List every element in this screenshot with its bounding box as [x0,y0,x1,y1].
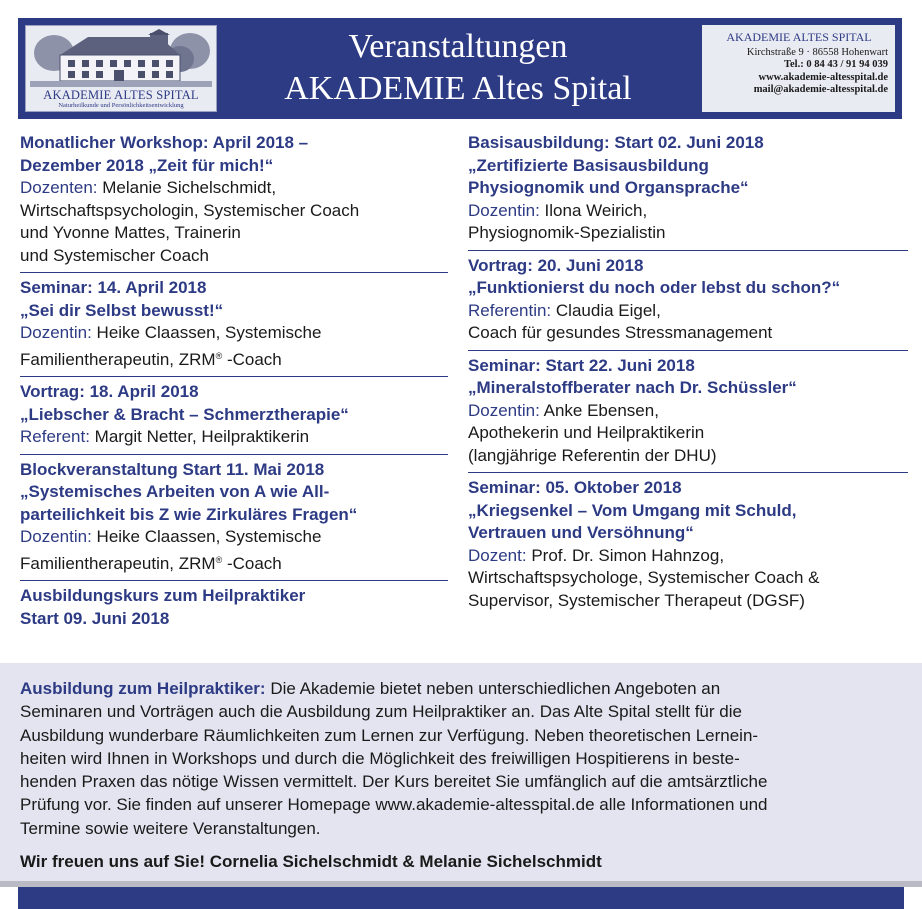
event-kriegsenkel [468,477,908,612]
logo-tagline: Naturheilkunde und Persönlichkeitsentwicklung [58,102,184,109]
info-line: heiten wird Ihnen in Workshops und durch die Möglichkeit des freiwilligen Hospitierens in beste- [20,748,740,768]
page-title-line2: AKADEMIE Altes Spital [284,70,632,107]
page-title-line1: Veranstaltungen [348,28,568,65]
lecturer-name: Heike Claassen, Systemische [91,323,322,342]
event-title-line: Seminar: 14. April 2018 [20,278,207,297]
lecturer-name: Heike Claassen, Systemische [91,527,322,546]
event-title-line: Dezember 2018 „Zeit für mich!“ [20,155,274,175]
event-title-line: parteilichkeit bis Z wie Zirkuläres Fragen“ [20,504,358,524]
divider [468,472,908,473]
event-title-line: Start 09. Juni 2018 [20,608,170,628]
event-title-line: „Sei dir Selbst bewusst!“ [20,300,224,320]
event-lecturer [468,300,908,323]
events-right-column [468,132,908,622]
info-line: Seminaren und Vorträgen auch die Ausbildung zum Heilpraktiker an. Das Alte Spital stellt für die [20,702,742,722]
lecturer-role: Dozentin: [468,400,540,420]
event-detail-line: und Systemischer Coach [20,245,209,265]
lecturer-role: Dozent: [468,545,527,565]
event-title-line: Vortrag: 20. Juni 2018 [468,255,644,275]
lecturer-role: Dozentin: [20,323,92,342]
event-title-line: „Systemisches Arbeiten von A wie All- [20,482,330,501]
event-detail-line: und Yvonne Mattes, Trainerin [20,223,241,242]
event-workshop-zeit-fuer-mich [20,132,448,267]
event-title-line: Seminar: 05. Oktober 2018 [468,478,682,497]
event-blockveranstaltung [20,459,448,576]
registered-mark: ® [215,350,223,361]
event-title-line: „Liebscher & Bracht – Schmerztherapie“ [20,404,349,424]
event-title-line: Vertrauen und Versöhnung“ [468,523,694,542]
event-detail-line: (langjährige Referentin der DHU) [468,445,717,465]
event-lecturer [20,426,448,449]
event-title-line: Basisausbildung: Start 02. Juni 2018 [468,133,764,152]
event-detail-line: Physiognomik-Spezialistin [468,223,666,242]
event-lecturer [468,400,908,423]
info-line: Termine sowie weitere Veranstaltungen. [20,818,321,838]
info-panel [0,663,922,881]
contact-web[interactable]: www.akademie-altesspital.de [758,71,888,83]
divider [20,376,448,377]
info-lead: Ausbildung zum Heilpraktiker: [20,679,266,698]
event-detail-line: Wirtschaftspsychologe, Systemischer Coach & [468,568,820,587]
divider [468,350,908,351]
divider [20,272,448,273]
lecturer-name: Prof. Dr. Simon Hahnzog, [526,545,725,565]
event-lecturer [20,526,448,549]
event-detail-line: Familientherapeutin, ZRM® -Coach [20,349,282,369]
lecturer-role: Referentin: [468,300,552,320]
event-detail-line: Familientherapeutin, ZRM® -Coach [20,553,282,573]
lecturer-role: Dozentin: [20,527,92,546]
event-vortrag-schmerztherapie [20,381,448,449]
header-banner [18,18,902,119]
event-title-line: „Mineralstoffberater nach Dr. Schüssler“ [468,378,797,397]
lecturer-name: Margit Netter, Heilpraktikerin [89,427,310,446]
event-ausbildungskurs [20,585,448,630]
event-title-line: Seminar: Start 22. Juni 2018 [468,355,695,375]
closing-signature: Wir freuen uns auf Sie! Cornelia Sichelschmidt & Melanie Sichelschmidt [20,852,602,872]
event-title-line: „Zertifizierte Basisausbildung [468,155,709,175]
event-title-line: Monatlicher Workshop: April 2018 – [20,133,309,152]
academy-logo [25,25,217,112]
event-detail-line: Coach für gesundes Stressmanagement [468,323,773,342]
info-line: Prüfung vor. Sie finden auf unserer Homepage www.akademie-altesspital.de alle Informationen und [20,795,768,815]
divider [468,250,908,251]
lecturer-role: Dozentin: [468,200,540,220]
registered-mark: ® [215,554,223,565]
event-detail-line: Supervisor, Systemischer Therapeut (DGSF) [468,590,805,610]
lecturer-role: Dozenten: [20,178,98,197]
contact-name: AKADEMIE ALTES SPITAL [726,30,872,44]
event-lecturer [20,177,448,200]
event-detail-line: Apothekerin und Heilpraktikerin [468,423,705,442]
event-title-line: „Kriegsenkel – Vom Umgang mit Schuld, [468,500,797,520]
info-line: Ausbildung wunderbare Räumlichkeiten zum Lernen zur Verfügung. Neben theoretischen Lernein- [20,725,759,745]
lecturer-name: Claudia Eigel, [551,300,661,320]
event-basisausbildung [468,132,908,245]
events-left-column [20,132,448,640]
contact-mail[interactable]: mail@akademie-altesspital.de [753,84,888,95]
event-title-line: „Funktionierst du noch oder lebst du schon?“ [468,278,841,297]
event-title-line: Physiognomik und Organsprache“ [468,178,749,197]
event-title-line: Blockveranstaltung Start 11. Mai 2018 [20,459,325,479]
lecturer-name: Anke Ebensen, [539,400,659,420]
info-line: Ausbildung zum Heilpraktiker: Die Akademie bietet neben unterschiedlichen Angeboten an [20,679,721,698]
lecturer-name: Ilona Weirich, [539,200,648,220]
event-title-line: Vortrag: 18. April 2018 [20,382,199,401]
info-line: henden Praxen das nötige Wissen vermittelt. Der Kurs bereitet Sie umfänglich auf die amtsärztliche [20,772,768,792]
footer-bar [0,887,922,909]
event-vortrag-funktionierst-du [468,255,908,345]
lecturer-name: Melanie Sichelschmidt, [97,178,277,197]
event-seminar-selbst-bewusst [20,277,448,371]
lecturer-role: Referent: [20,427,90,446]
contact-phone: Tel.: 0 84 43 / 91 94 039 [783,59,888,70]
event-lecturer [468,200,908,223]
contact-address: Kirchstraße 9 · 86558 Hohenwart [746,46,888,58]
contact-box [702,25,895,112]
event-detail-line: Wirtschaftspsychologin, Systemischer Coach [20,200,360,220]
logo-name: AKADEMIE ALTES SPITAL [43,88,199,102]
divider [20,454,448,455]
event-mineralstoffberater [468,355,908,468]
building-illustration [30,29,212,87]
event-lecturer [20,322,448,345]
divider [20,580,448,581]
event-lecturer [468,545,908,568]
event-title-line: Ausbildungskurs zum Heilpraktiker [20,586,306,605]
